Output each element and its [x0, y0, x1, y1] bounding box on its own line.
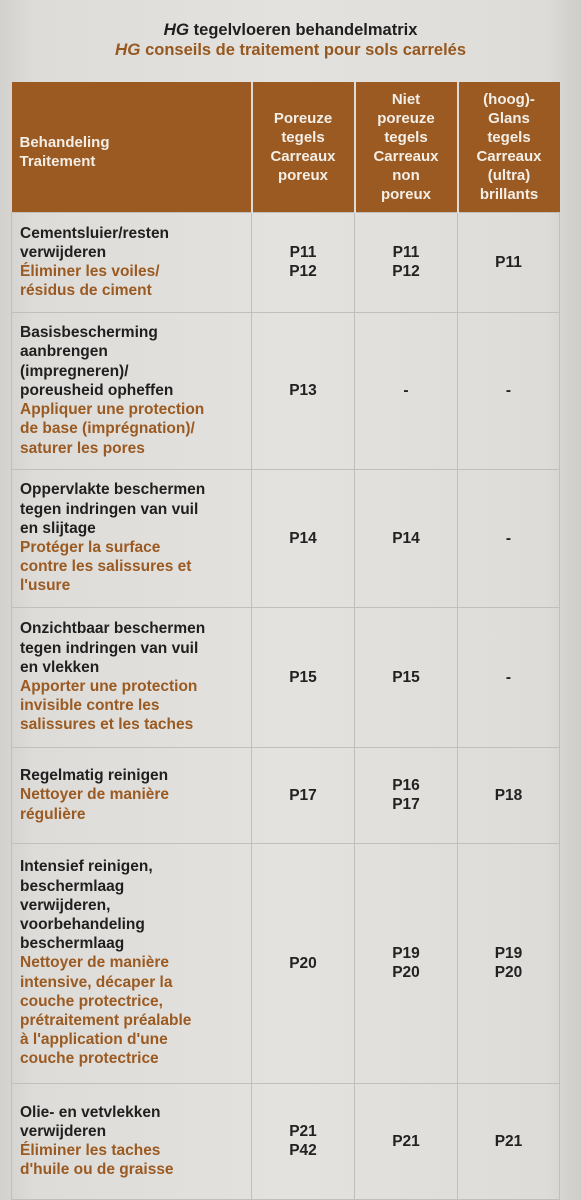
treatment-text-nl: beschermlaag	[20, 935, 125, 953]
header-line: brillants	[479, 185, 539, 203]
header-title-fr	[0, 40, 581, 60]
header-non-porous	[355, 82, 458, 212]
header-line: Traitement	[19, 152, 96, 170]
treatment-text-nl: Olie- en vetvlekken	[20, 1103, 161, 1121]
product-code: P14	[289, 529, 317, 547]
treatment-text-fr: couche protectrice,	[20, 992, 163, 1010]
treatment-text-fr: Protéger la surface	[20, 539, 161, 556]
table-header-row	[12, 82, 560, 212]
treatment-text-fr: de base (imprégnation)/	[20, 420, 195, 438]
porous-cell	[252, 747, 355, 843]
porous-cell	[252, 469, 355, 607]
product-code: P16	[392, 777, 420, 794]
treatment-text-fr: Éliminer les voiles/	[20, 263, 160, 280]
treatment-cell	[12, 843, 252, 1083]
treatment-text-nl: Onzichtbaar beschermen	[20, 620, 206, 638]
treatment-cell	[12, 747, 252, 843]
treatment-text-fr: Nettoyer de manière	[20, 954, 170, 972]
product-code: P13	[289, 382, 317, 399]
header-porous	[252, 82, 355, 212]
header-title-nl	[0, 20, 581, 40]
treatment-cell	[12, 212, 252, 312]
treatment-text-fr: salissures et les taches	[20, 716, 194, 734]
treatment-text-nl: aanbrengen	[20, 343, 108, 361]
product-code: P17	[289, 786, 317, 804]
treatment-text-fr: couche protectrice	[20, 1050, 159, 1068]
product-code: P15	[392, 668, 420, 686]
product-code: P18	[494, 786, 523, 804]
header-line: Poreuze	[273, 109, 333, 127]
table-body	[12, 212, 560, 1199]
porous-cell	[252, 312, 355, 469]
glossy-cell	[458, 469, 560, 607]
treatment-text-fr: invisible contre les	[20, 697, 160, 715]
not-applicable-mark: -	[505, 529, 512, 547]
product-code: P21	[289, 1123, 317, 1140]
treatment-text-nl: en slijtage	[20, 519, 96, 537]
treatment-text-nl: verwijderen,	[20, 896, 111, 914]
table-row	[12, 312, 560, 469]
treatment-cell	[12, 312, 252, 469]
matrix-header	[0, 0, 581, 82]
non-porous-cell	[355, 212, 458, 312]
treatment-cell	[12, 1083, 252, 1199]
glossy-cell	[458, 1083, 560, 1199]
treatment-text-fr: d'huile ou de graisse	[20, 1161, 174, 1179]
brand-logo-fr: HG	[114, 40, 141, 59]
glossy-cell	[458, 312, 560, 469]
glossy-cell	[458, 843, 560, 1083]
table-row	[12, 843, 560, 1083]
treatment-text-fr: intensive, décaper la	[20, 973, 173, 991]
product-code: P20	[392, 964, 420, 981]
treatment-text-nl: Oppervlakte beschermen	[20, 481, 206, 499]
header-line: tegels	[384, 128, 428, 146]
glossy-cell	[458, 212, 560, 312]
not-applicable-mark: -	[505, 668, 512, 686]
title-nl-text: tegelvloeren behandelmatrix	[193, 21, 418, 39]
product-code: P20	[494, 964, 523, 981]
product-code: P11	[289, 244, 317, 261]
treatment-text-nl: beschermlaag	[20, 877, 125, 895]
porous-cell	[252, 212, 355, 312]
not-applicable-mark: -	[505, 382, 512, 399]
table-row	[12, 212, 560, 312]
treatment-text-nl: poreusheid opheffen	[20, 381, 174, 399]
header-line: non	[392, 166, 420, 184]
treatment-text-nl: Regelmatig reinigen	[20, 767, 169, 785]
header-line: Glans	[488, 109, 530, 127]
not-applicable-mark: -	[403, 382, 409, 399]
header-line: poreux	[277, 166, 328, 184]
porous-cell	[252, 1083, 355, 1199]
treatment-matrix-table	[11, 82, 560, 1200]
table-row	[12, 469, 560, 607]
brand-logo-nl: HG	[163, 20, 190, 39]
glossy-cell	[458, 607, 560, 747]
treatment-text-nl: Cementsluier/resten	[20, 224, 170, 242]
header-line: Carreaux	[373, 147, 439, 165]
treatment-text-fr: prétraitement préalable	[20, 1012, 192, 1029]
header-line: Niet	[391, 90, 421, 108]
treatment-text-fr: à l'application d'une	[20, 1031, 168, 1049]
treatment-text-fr: Apporter une protection	[20, 678, 198, 695]
product-code: P20	[289, 954, 317, 972]
non-porous-cell	[355, 747, 458, 843]
product-code: P11	[495, 253, 522, 271]
treatment-text-fr: Éliminer les taches	[20, 1142, 161, 1159]
table-row	[12, 747, 560, 843]
treatment-text-nl: tegen indringen van vuil	[20, 639, 199, 657]
header-line: (hoog)-	[483, 90, 535, 108]
product-code: P42	[289, 1142, 317, 1159]
table-row	[12, 607, 560, 747]
glossy-cell	[458, 747, 560, 843]
treatment-text-fr: Appliquer une protection	[20, 401, 205, 419]
treatment-text-fr: saturer les pores	[20, 439, 145, 457]
treatment-text-fr: l'usure	[20, 577, 71, 595]
product-code: P21	[494, 1132, 523, 1150]
product-code: P14	[392, 529, 420, 547]
treatment-text-nl: Basisbescherming	[20, 324, 158, 342]
product-code: P19	[494, 945, 523, 962]
treatment-text-nl: verwijderen	[20, 243, 107, 261]
product-code: P12	[289, 263, 317, 280]
treatment-text-fr: régulière	[20, 805, 86, 823]
treatment-text-nl: voorbehandeling	[20, 915, 145, 933]
product-code: P15	[289, 668, 317, 686]
treatment-text-fr: contre les salissures et	[20, 558, 192, 576]
header-line: tegels	[281, 128, 325, 146]
non-porous-cell	[355, 1083, 458, 1199]
header-line: poreux	[380, 185, 431, 203]
header-line: poreuze	[377, 109, 435, 127]
product-code: P21	[392, 1132, 420, 1150]
treatment-text-nl: en vlekken	[20, 658, 100, 676]
treatment-text-fr: résidus de ciment	[20, 282, 152, 300]
title-fr-text: conseils de traitement pour sols carrelés	[145, 41, 467, 59]
product-code: P19	[392, 945, 420, 962]
non-porous-cell	[355, 843, 458, 1083]
header-line: Carreaux	[270, 147, 336, 165]
porous-cell	[252, 843, 355, 1083]
treatment-text-nl: (impregneren)/	[20, 362, 129, 380]
table-row	[12, 1083, 560, 1199]
header-line: Behandeling	[19, 133, 110, 151]
header-line: tegels	[487, 128, 531, 146]
treatment-cell	[12, 469, 252, 607]
header-line: Carreaux	[476, 147, 542, 165]
product-code: P17	[392, 796, 420, 813]
treatment-text-nl: Intensief reinigen,	[20, 858, 153, 876]
product-code: P11	[392, 244, 420, 261]
non-porous-cell	[355, 607, 458, 747]
header-line: (ultra)	[487, 166, 531, 184]
header-glossy	[458, 82, 560, 212]
porous-cell	[252, 607, 355, 747]
treatment-text-nl: tegen indringen van vuil	[20, 500, 199, 518]
header-treatment	[12, 82, 252, 212]
treatment-text-fr: Nettoyer de manière	[20, 786, 170, 804]
non-porous-cell	[355, 312, 458, 469]
treatment-cell	[12, 607, 252, 747]
treatment-text-nl: verwijderen	[20, 1122, 107, 1140]
non-porous-cell	[355, 469, 458, 607]
product-code: P12	[392, 263, 420, 280]
